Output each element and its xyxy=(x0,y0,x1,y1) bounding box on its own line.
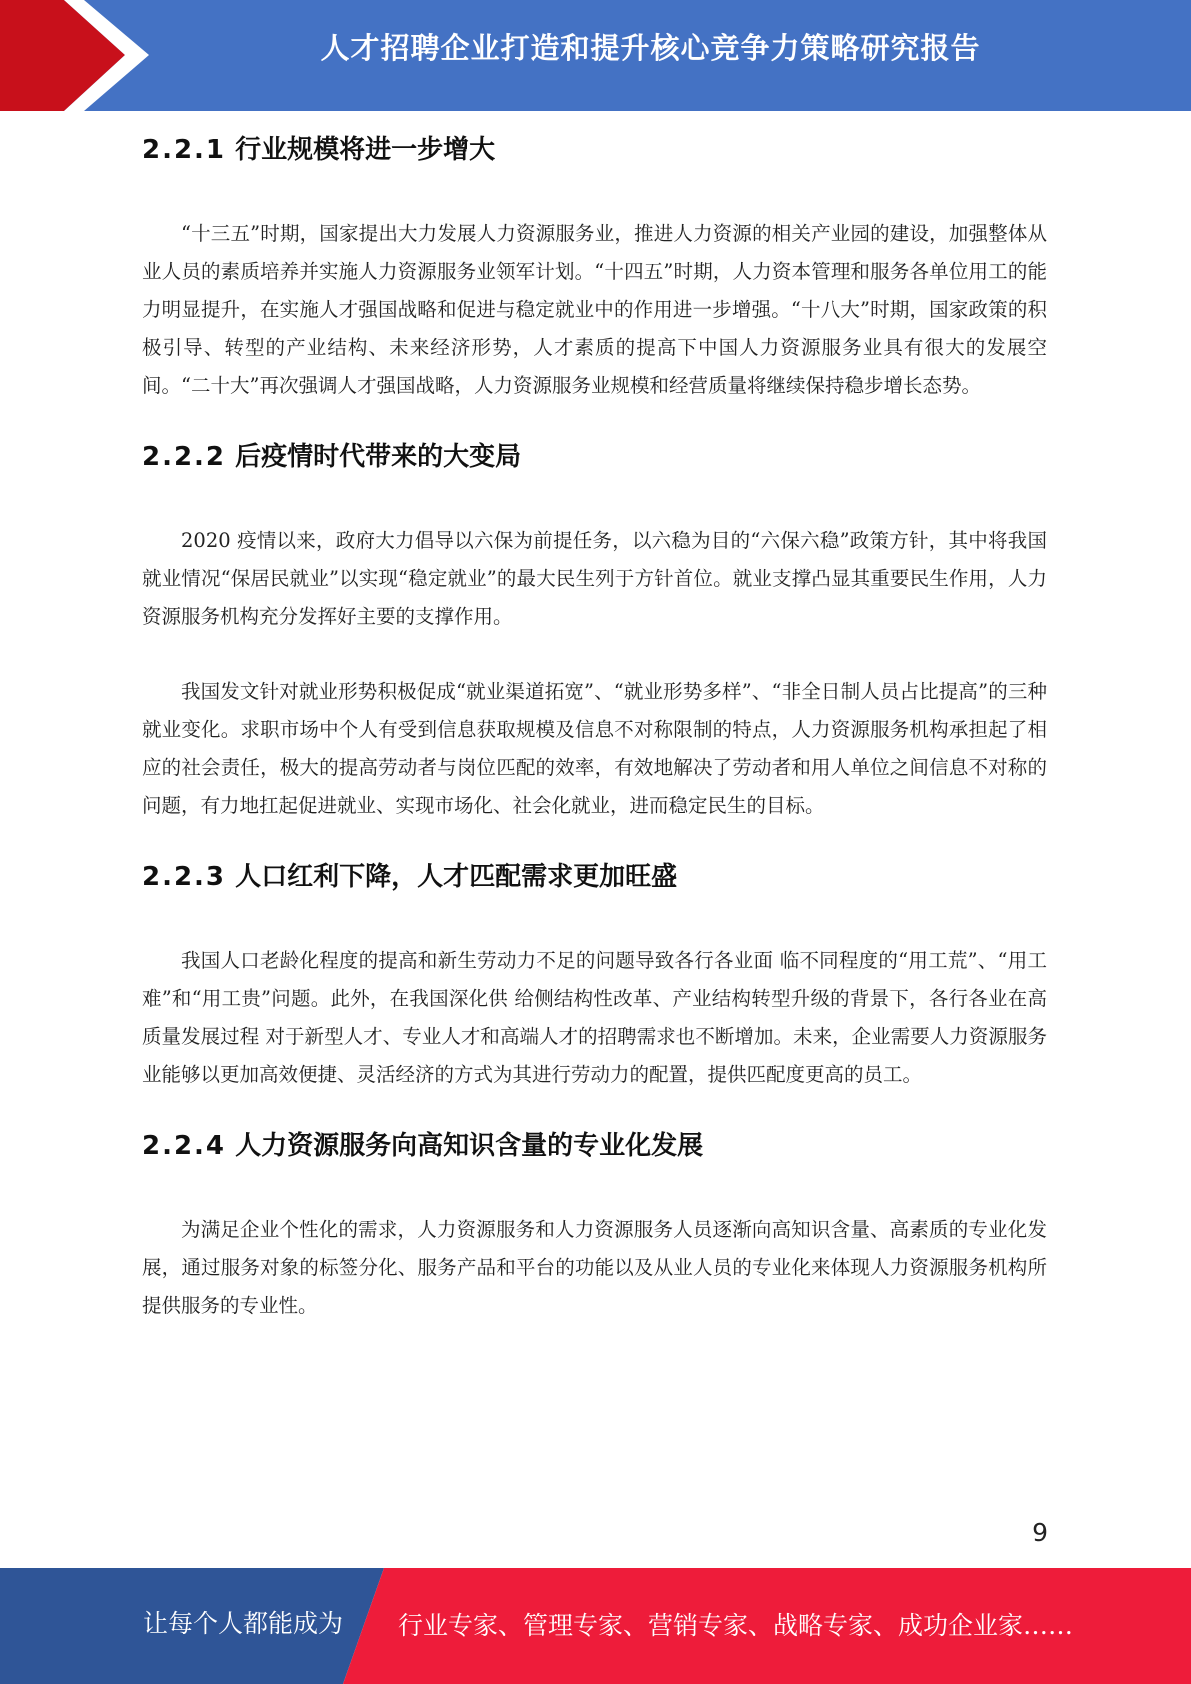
footer-slogan-right: 行业专家、管理专家、营销专家、战略专家、成功企业家…… xyxy=(398,1611,1074,1640)
page-header xyxy=(0,0,1191,111)
paragraph: 为满足企业个性化的需求，人力资源服务和人力资源服务人员逐渐向高知识含量、高素质的专业化发展，通过服务对象的标签分化、服务产品和平台的功能以及从业人员的专业化来体现人力资源服务机构所提供服务的专业性。 xyxy=(142,1218,1047,1317)
section-number: 2.2.3 xyxy=(142,862,227,892)
paragraph: 2020 疫情以来，政府大力倡导以六保为前提任务，以六稳为目的“六保六稳”政策方针，其中将我国就业情况“保居民就业”以实现“稳定就业”的最大民生列于方针首位。就业支撑凸显其重要民生作用，人力资源服务机构充分发挥好主要的支撑作用。 xyxy=(142,529,1047,628)
section-title: 行业规模将进一步增大 xyxy=(235,135,496,165)
page-footer xyxy=(0,1568,1191,1684)
section-number: 2.2.1 xyxy=(142,135,227,165)
report-title: 人才招聘企业打造和提升核心竞争力策略研究报告 xyxy=(320,31,981,65)
section-heading-2-2-1 xyxy=(142,128,1047,172)
paragraph: 我国人口老龄化程度的提高和新生劳动力不足的问题导致各行各业面 临不同程度的“用工荒”、“用工难”和“用工贵”问题。此外，在我国深化供 给侧结构性改革、产业结构转型升级的背景下，各行各业在高质量发展过程 对于新型人才、专业人才和高端人才的招聘需求也不断增加。未来，企业需要人力资源服务业能够以更加高效便捷、灵活经济的方式为其进行劳动力的配置，提供匹配度更高的员工。 xyxy=(142,949,1047,1086)
section-heading-2-2-2 xyxy=(142,435,1047,479)
paragraph: “十三五”时期，国家提出大力发展人力资源服务业，推进人力资源的相关产业园的建设，加强整体从业人员的素质培养并实施人力资源服务业领军计划。“十四五”时期，人力资本管理和服务各单位用工的能力明显提升，在实施人才强国战略和促进与稳定就业中的作用进一步增强。“十八大”时期，国家政策的积极引导、转型的产业结构、未来经济形势，人才素质的提高下中国人力资源服务业具有很大的发展空间。“二十大”再次强调人才强国战略，人力资源服务业规模和经营质量将继续保持稳步增长态势。 xyxy=(142,222,1047,397)
section-heading-2-2-3 xyxy=(142,855,1047,899)
section-number: 2.2.2 xyxy=(142,442,227,472)
section-heading-2-2-4 xyxy=(142,1124,1047,1168)
section-title: 后疫情时代带来的大变局 xyxy=(235,442,522,472)
section-number: 2.2.4 xyxy=(142,1131,227,1161)
section-title: 人力资源服务向高知识含量的专业化发展 xyxy=(235,1131,704,1161)
footer-slogan-left: 让每个人都能成为 xyxy=(143,1609,344,1638)
paragraph: 我国发文针对就业形势积极促成“就业渠道拓宽”、“就业形势多样”、“非全日制人员占比提高”的三种就业变化。求职市场中个人有受到信息获取规模及信息不对称限制的特点，人力资源服务机构承担起了相应的社会责任，极大的提高劳动者与岗位匹配的效率，有效地解决了劳动者和用人单位之间信息不对称的问题，有力地扛起促进就业、实现市场化、社会化就业，进而稳定民生的目标。 xyxy=(142,680,1047,817)
main-content xyxy=(142,128,1047,1325)
page-number: 9 xyxy=(1032,1518,1048,1547)
section-title: 人口红利下降，人才匹配需求更加旺盛 xyxy=(235,862,678,892)
